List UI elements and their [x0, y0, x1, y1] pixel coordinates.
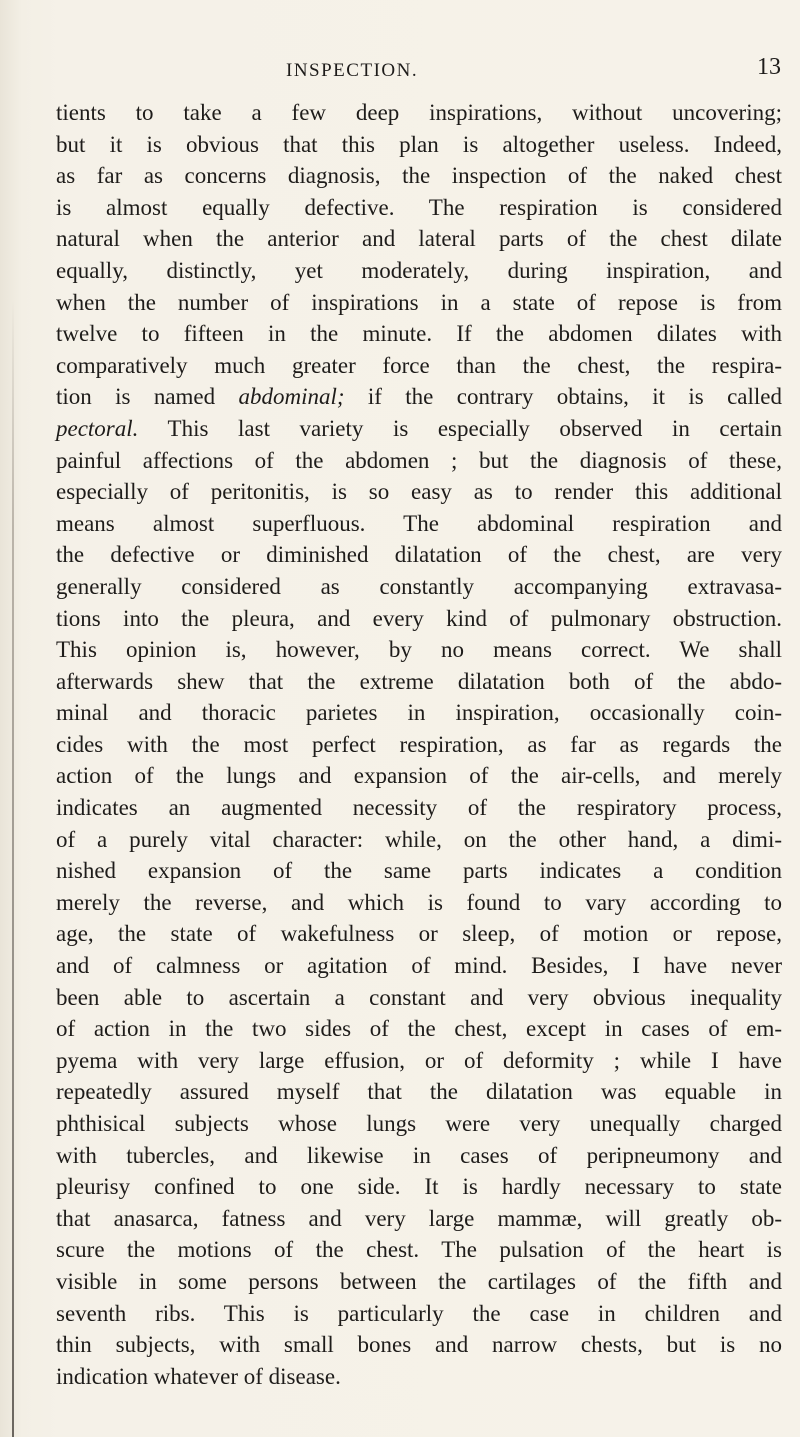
text-line: but it is obvious that this plan is altogether useless. Indeed,	[56, 131, 782, 157]
text-line: This opinion is, however, by no means correct. We shall	[56, 637, 782, 663]
gutter-shadow	[12, 300, 14, 1437]
text-line: natural when the anterior and lateral parts of the chest dilate	[56, 226, 782, 252]
text-line: with tubercles, and likewise in cases of peripneumony and	[56, 1142, 782, 1168]
text-line: as far as concerns diagnosis, the inspection of the naked chest	[56, 163, 782, 189]
text-line: when the number of inspirations in a state of repose is from	[56, 289, 782, 315]
text-line: pleurisy confined to one side. It is hardly necessary to state	[56, 1174, 782, 1200]
text-line: thin subjects, with small bones and narrow chests, but is no	[56, 1332, 782, 1358]
text-line: tients to take a few deep inspirations, without uncovering;	[56, 100, 782, 125]
page-header	[0, 52, 800, 82]
text-line: the defective or diminished dilatation of the chest, are very	[56, 542, 782, 568]
italic-term: pectoral.	[56, 415, 139, 441]
text-line: been able to ascertain a constant and very obvious inequality	[56, 984, 782, 1010]
text-line: minal and thoracic parietes in inspiration, occasionally coin-	[56, 700, 782, 726]
text-line: phthisical subjects whose lungs were very unequally charged	[56, 1111, 782, 1136]
text-segment: if the contrary obtains, it is called	[344, 384, 782, 410]
text-line: indication whatever of disease.	[56, 1363, 341, 1389]
text-line: action of the lungs and expansion of the air-cells, and merely	[56, 763, 782, 789]
text-line: and of calmness or agitation of mind. Besides, I have never	[56, 953, 782, 979]
text-segment: tion is named	[56, 384, 239, 410]
running-head: INSPECTION.	[286, 60, 419, 81]
text-line: seventh ribs. This is particularly the case in children and	[56, 1300, 782, 1326]
text-line: is almost equally defective. The respiration is considered	[56, 194, 782, 220]
text-line: of a purely vital character: while, on the other hand, a dimi-	[56, 826, 782, 852]
text-line: afterwards shew that the extreme dilatation both of the abdo-	[56, 668, 782, 694]
page-number: 13	[757, 54, 781, 80]
text-line: cides with the most perfect respiration, as far as regards the	[56, 731, 782, 757]
text-line: tions into the pleura, and every kind of pulmonary obstruction.	[56, 605, 782, 631]
text-line: generally considered as constantly accompanying extravasa-	[56, 573, 782, 599]
text-line: comparatively much greater force than the chest, the respira-	[56, 352, 782, 378]
text-line: visible in some persons between the cartilages of the fifth and	[56, 1268, 782, 1294]
text-line: equally, distinctly, yet moderately, during inspiration, and	[56, 257, 782, 283]
text-line: painful affections of the abdomen ; but the diagnosis of these,	[56, 447, 782, 473]
text-line: means almost superfluous. The abdominal respiration and	[56, 510, 782, 536]
text-segment: This last variety is especially observed in certain	[138, 415, 782, 441]
text-line: twelve to fifteen in the minute. If the abdomen dilates with	[56, 321, 782, 347]
text-line: repeatedly assured myself that the dilatation was equable in	[56, 1079, 782, 1105]
body-paragraph	[56, 97, 782, 1392]
text-line: pyema with very large effusion, or of deformity ; while I have	[56, 1047, 782, 1073]
text-line	[56, 413, 782, 445]
italic-term: abdominal;	[238, 384, 345, 410]
text-line: especially of peritonitis, is so easy as to render this additional	[56, 479, 782, 505]
text-line: age, the state of wakefulness or sleep, of motion or repose,	[56, 921, 782, 947]
text-line: of action in the two sides of the chest, except in cases of em-	[56, 1016, 782, 1042]
text-line: nished expansion of the same parts indicates a condition	[56, 858, 782, 884]
text-line: that anasarca, fatness and very large mammæ, will greatly ob-	[56, 1205, 782, 1231]
text-line: merely the reverse, and which is found to vary according to	[56, 889, 782, 915]
text-line: scure the motions of the chest. The pulsation of the heart is	[56, 1237, 782, 1263]
text-line	[56, 381, 782, 413]
text-line: indicates an augmented necessity of the respiratory process,	[56, 795, 782, 821]
